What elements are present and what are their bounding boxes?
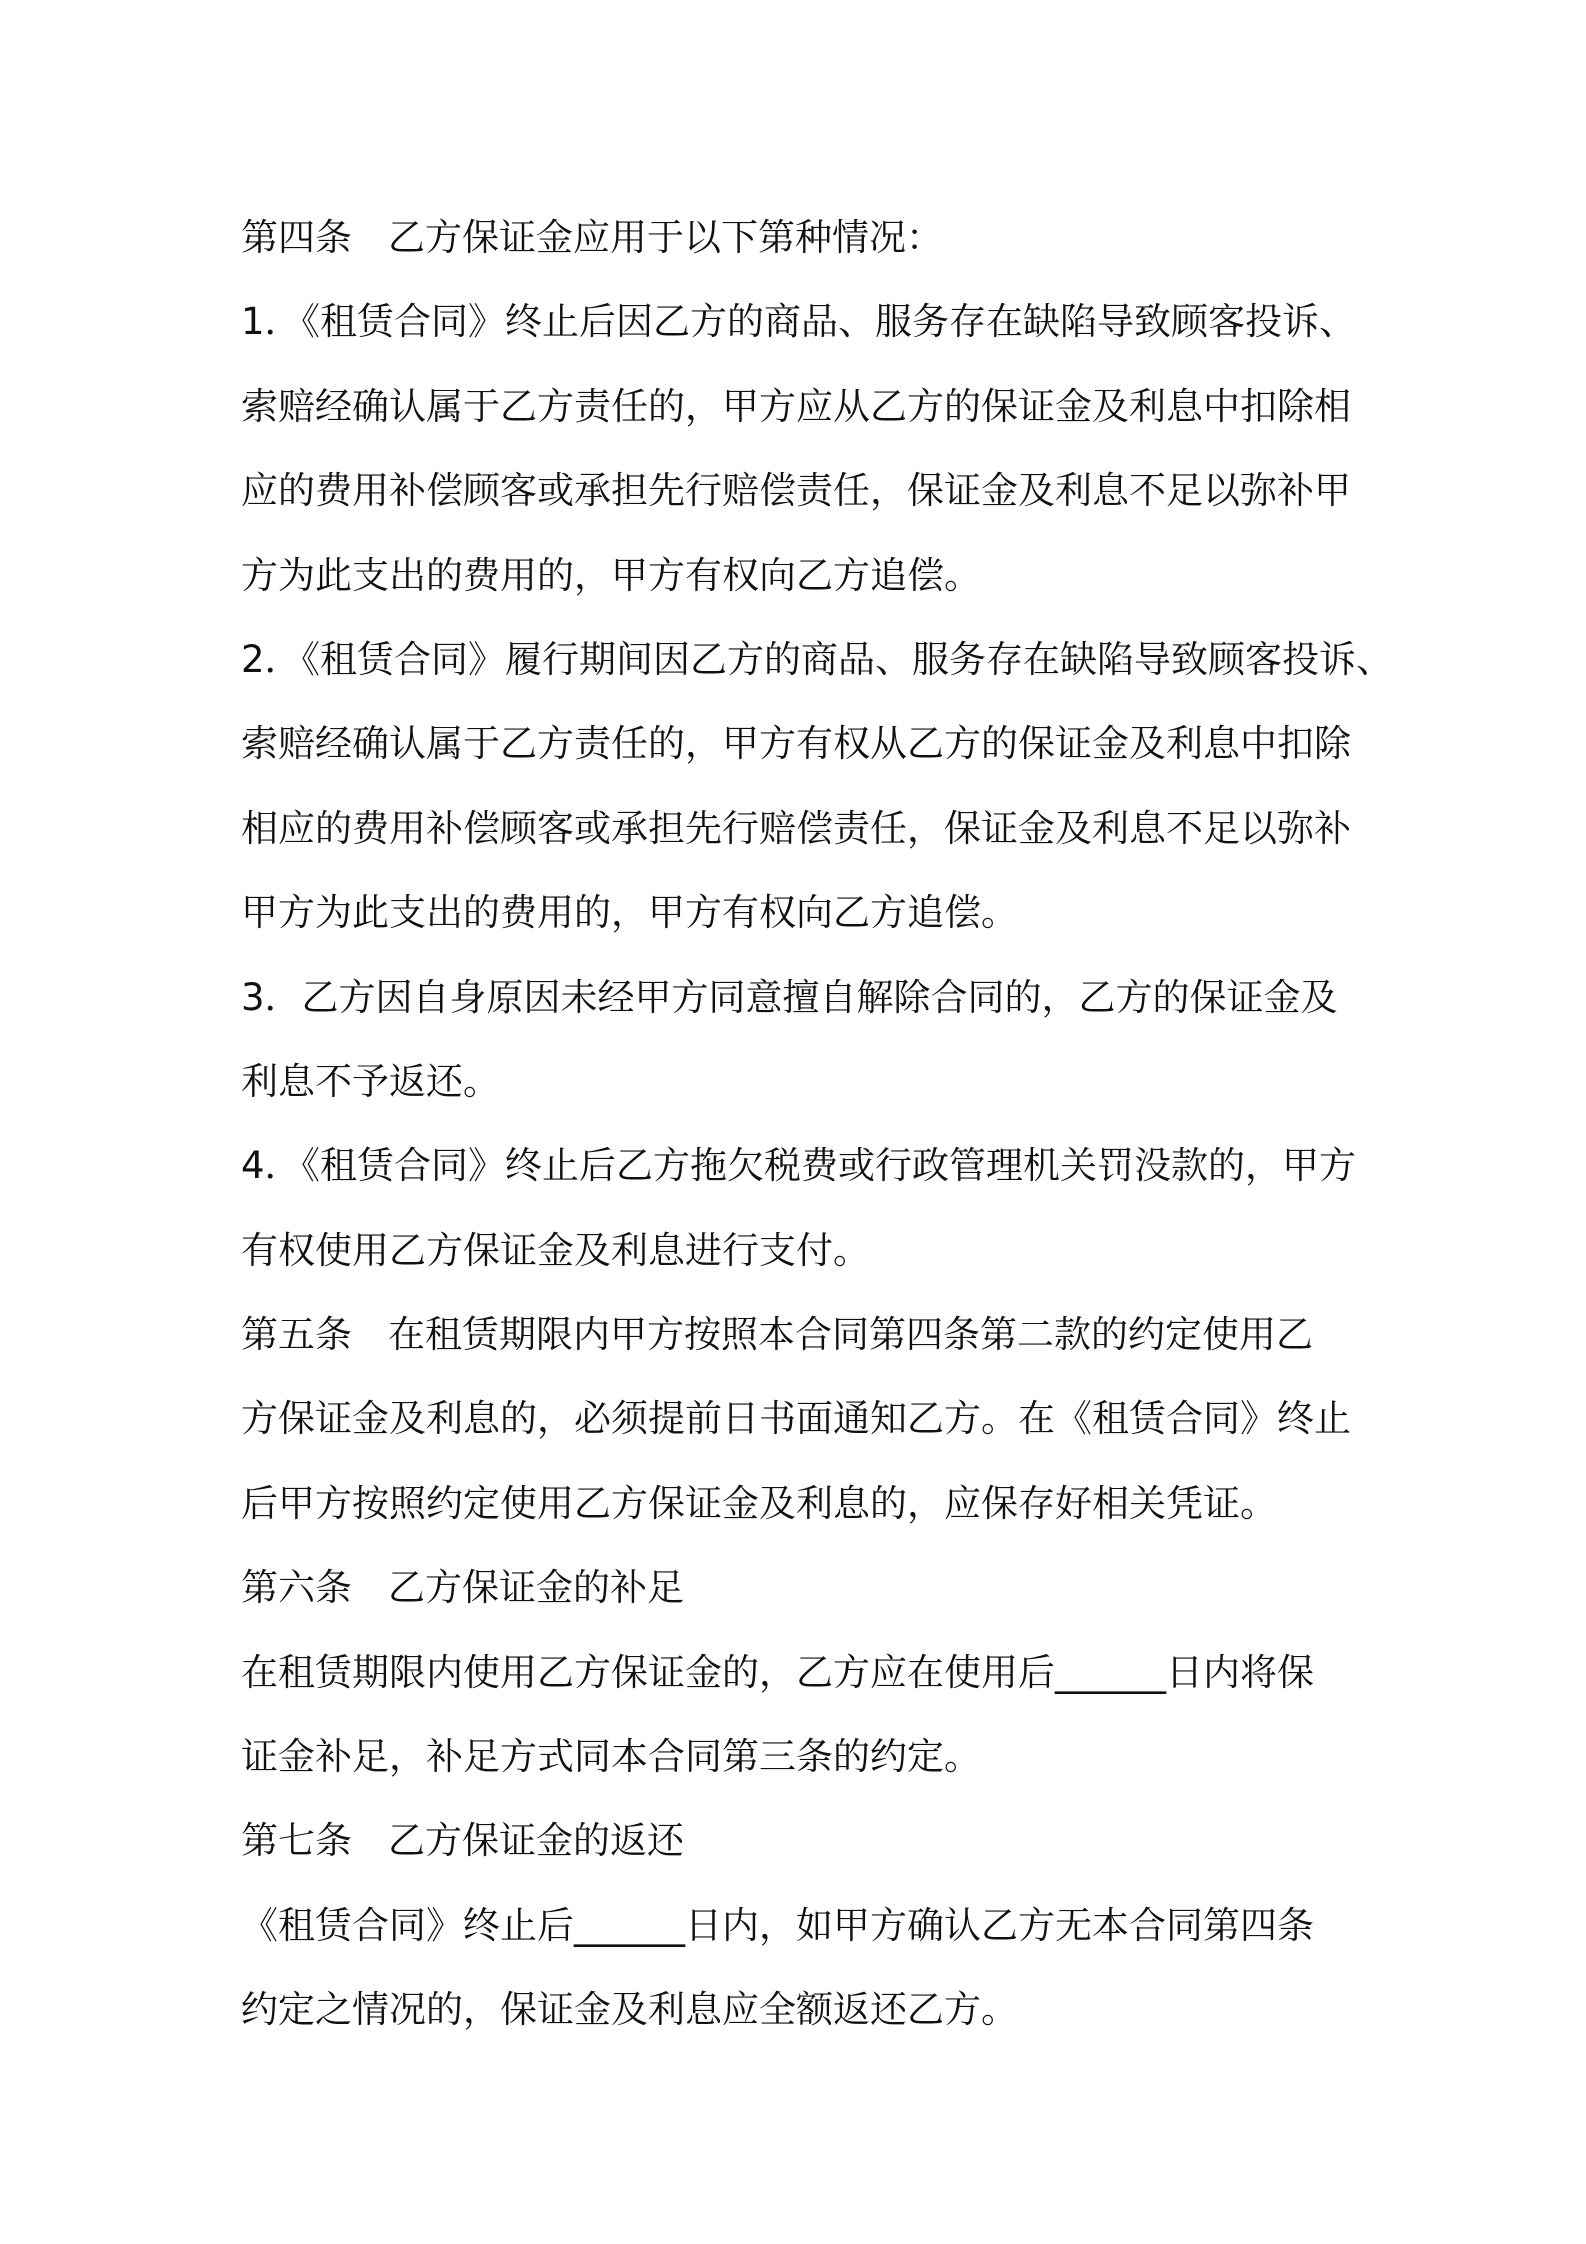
article-7-line-2: 约定之情况的，保证金及利息应全额返还乙方。 <box>241 1988 1018 2032</box>
article-5-line-3: 后甲方按照约定使用乙方保证金及利息的，应保存好相关凭证。 <box>241 1481 1277 1525</box>
article-4-item-3-line-1: 3．乙方因自身原因未经甲方同意擅自解除合同的，乙方的保证金及 <box>241 975 1338 1019</box>
article-7-label: 第七条 <box>241 1819 352 1863</box>
article-6-title: 乙方保证金的补足 <box>388 1566 684 1610</box>
article-7-heading <box>241 1799 1361 1883</box>
article-5-line-1 <box>241 1293 1361 1377</box>
article-5-line-2: 方保证金及利息的，必须提前日书面通知乙方。在《租赁合同》终止 <box>241 1397 1351 1441</box>
document-page <box>241 196 1394 2053</box>
article-4-item-3-line-2: 利息不予返还。 <box>241 1059 500 1103</box>
article-7-line-1: 《租赁合同》终止后______日内，如甲方确认乙方无本合同第四条 <box>241 1903 1314 1947</box>
article-6-heading <box>241 1546 1361 1630</box>
article-4-label: 第四条 <box>241 216 352 259</box>
article-4-title: 乙方保证金应用于以下第种情况： <box>388 216 943 259</box>
article-6-line-1: 在租赁期限内使用乙方保证金的，乙方应在使用后______日内将保 <box>241 1650 1314 1694</box>
article-4-item-1-line-1: 1．《租赁合同》终止后因乙方的商品、服务存在缺陷导致顾客投诉、 <box>241 300 1357 344</box>
article-6-line-2: 证金补足，补足方式同本合同第三条的约定。 <box>241 1735 981 1779</box>
article-5-label: 第五条 <box>241 1313 352 1357</box>
article-4-item-1-line-2: 索赔经确认属于乙方责任的，甲方应从乙方的保证金及利息中扣除相 <box>241 384 1351 428</box>
article-4-item-4-line-1: 4．《租赁合同》终止后乙方拖欠税费或行政管理机关罚没款的，甲方 <box>241 1144 1357 1188</box>
article-5-text: 在租赁期限内甲方按照本合同第四条第二款的约定使用乙 <box>388 1313 1313 1357</box>
article-4-item-1-line-4: 方为此支出的费用的，甲方有权向乙方追偿。 <box>241 553 981 597</box>
article-4-item-4-line-2: 有权使用乙方保证金及利息进行支付。 <box>241 1228 870 1272</box>
article-4-item-2-line-2: 索赔经确认属于乙方责任的，甲方有权从乙方的保证金及利息中扣除 <box>241 722 1351 766</box>
article-6-label: 第六条 <box>241 1566 352 1610</box>
article-4-item-2-line-3: 相应的费用补偿顾客或承担先行赔偿责任，保证金及利息不足以弥补 <box>241 806 1351 850</box>
article-4-item-1-line-3: 应的费用补偿顾客或承担先行赔偿责任，保证金及利息不足以弥补甲 <box>241 469 1351 513</box>
article-4-heading <box>241 196 1361 280</box>
article-4-item-2-line-4: 甲方为此支出的费用的，甲方有权向乙方追偿。 <box>241 891 1018 935</box>
article-4-item-2-line-1: 2．《租赁合同》履行期间因乙方的商品、服务存在缺陷导致顾客投诉、 <box>241 637 1394 681</box>
article-7-title: 乙方保证金的返还 <box>388 1819 684 1863</box>
